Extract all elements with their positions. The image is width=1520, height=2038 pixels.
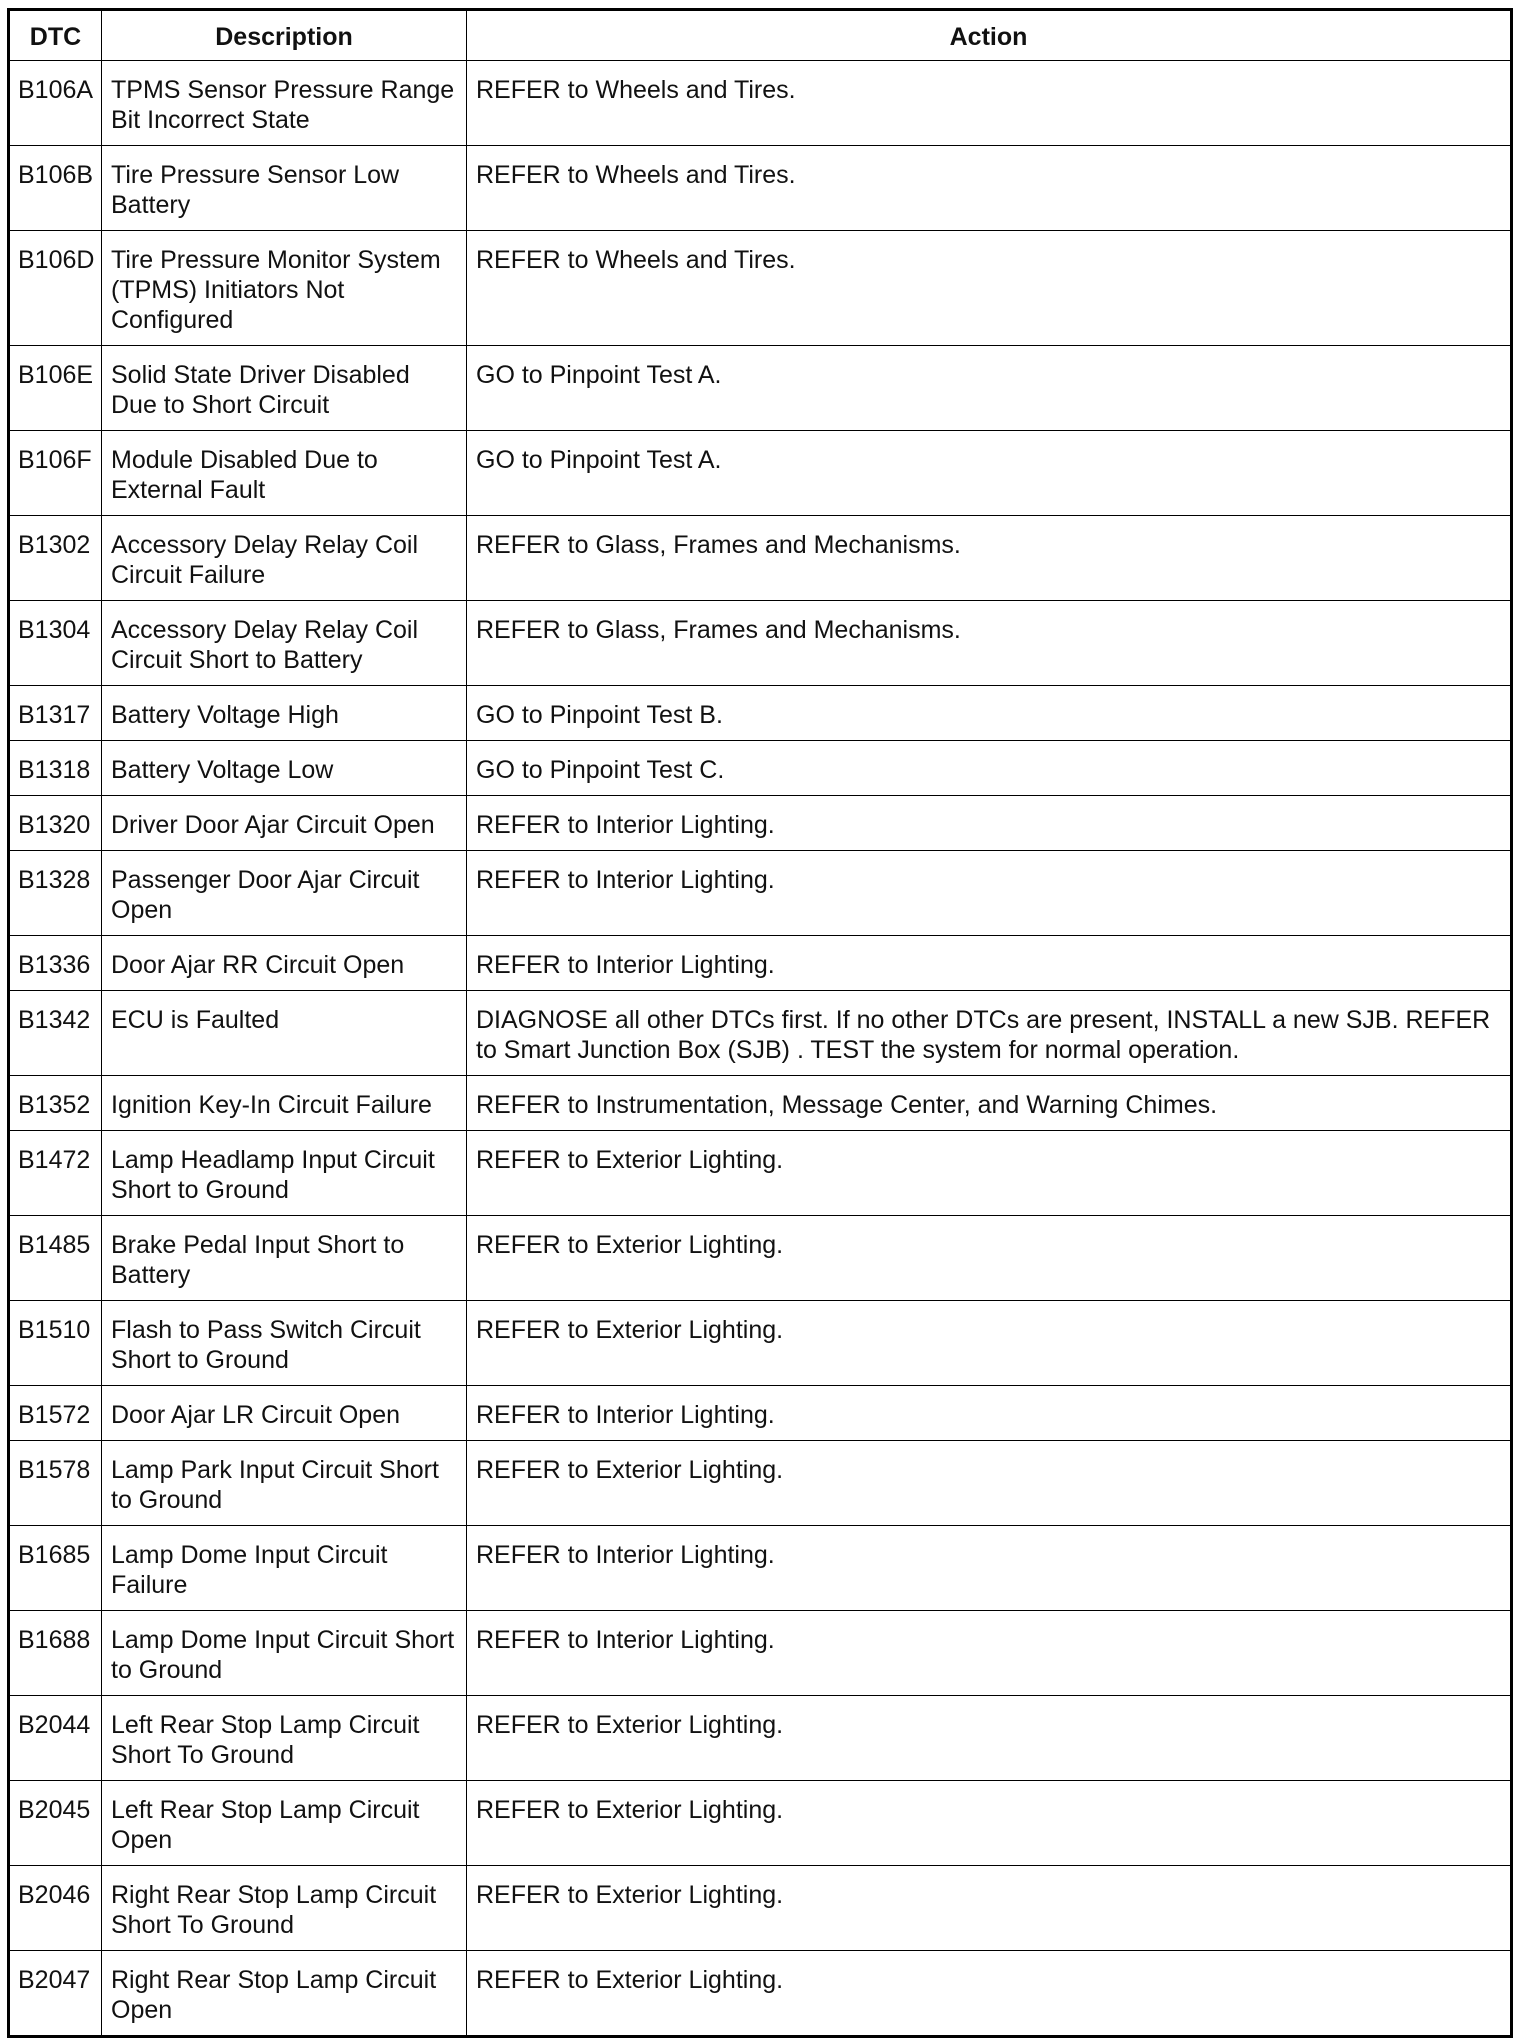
dtc-code-cell: B106D xyxy=(9,231,102,346)
table-row xyxy=(9,686,1512,741)
table-row xyxy=(9,1216,1512,1301)
description-cell: Solid State Driver Disabled Due to Short Circuit xyxy=(102,346,467,431)
dtc-code-cell: B1510 xyxy=(9,1301,102,1386)
dtc-code-cell: B106A xyxy=(9,61,102,146)
table-row xyxy=(9,1076,1512,1131)
table-row xyxy=(9,851,1512,936)
description-cell: Right Rear Stop Lamp Circuit Short To Ground xyxy=(102,1866,467,1951)
description-cell: Lamp Dome Input Circuit Short to Ground xyxy=(102,1611,467,1696)
description-cell: Lamp Headlamp Input Circuit Short to Ground xyxy=(102,1131,467,1216)
action-cell: GO to Pinpoint Test A. xyxy=(467,431,1512,516)
dtc-code-cell: B1336 xyxy=(9,936,102,991)
action-cell: REFER to Glass, Frames and Mechanisms. xyxy=(467,601,1512,686)
dtc-code-cell: B2044 xyxy=(9,1696,102,1781)
table-row xyxy=(9,1781,1512,1866)
table-header xyxy=(9,10,1512,61)
header-description: Description xyxy=(102,10,467,61)
action-cell: REFER to Instrumentation, Message Center, and Warning Chimes. xyxy=(467,1076,1512,1131)
table-row xyxy=(9,516,1512,601)
dtc-code-cell: B1320 xyxy=(9,796,102,851)
action-cell: REFER to Glass, Frames and Mechanisms. xyxy=(467,516,1512,601)
action-cell: REFER to Exterior Lighting. xyxy=(467,1301,1512,1386)
header-row xyxy=(9,10,1512,61)
dtc-code-cell: B1472 xyxy=(9,1131,102,1216)
action-cell: GO to Pinpoint Test B. xyxy=(467,686,1512,741)
description-cell: Accessory Delay Relay Coil Circuit Failure xyxy=(102,516,467,601)
dtc-code-cell: B106B xyxy=(9,146,102,231)
description-cell: Ignition Key-In Circuit Failure xyxy=(102,1076,467,1131)
dtc-code-cell: B1302 xyxy=(9,516,102,601)
description-cell: ECU is Faulted xyxy=(102,991,467,1076)
table-row xyxy=(9,1386,1512,1441)
table-row xyxy=(9,1131,1512,1216)
action-cell: REFER to Exterior Lighting. xyxy=(467,1441,1512,1526)
action-cell: REFER to Wheels and Tires. xyxy=(467,61,1512,146)
table-row xyxy=(9,1866,1512,1951)
description-cell: Brake Pedal Input Short to Battery xyxy=(102,1216,467,1301)
dtc-code-cell: B106E xyxy=(9,346,102,431)
table-row xyxy=(9,146,1512,231)
description-cell: TPMS Sensor Pressure Range Bit Incorrect State xyxy=(102,61,467,146)
description-cell: Door Ajar RR Circuit Open xyxy=(102,936,467,991)
action-cell: REFER to Interior Lighting. xyxy=(467,936,1512,991)
table-row xyxy=(9,796,1512,851)
action-cell: DIAGNOSE all other DTCs first. If no other DTCs are present, INSTALL a new SJB. REFER to Smart Junction Box (SJB) . TEST the system for normal operation. xyxy=(467,991,1512,1076)
description-cell: Accessory Delay Relay Coil Circuit Short to Battery xyxy=(102,601,467,686)
dtc-code-cell: B1318 xyxy=(9,741,102,796)
description-cell: Lamp Park Input Circuit Short to Ground xyxy=(102,1441,467,1526)
action-cell: REFER to Wheels and Tires. xyxy=(467,231,1512,346)
action-cell: REFER to Interior Lighting. xyxy=(467,1526,1512,1611)
dtc-code-cell: B2045 xyxy=(9,1781,102,1866)
description-cell: Driver Door Ajar Circuit Open xyxy=(102,796,467,851)
dtc-code-cell: B1578 xyxy=(9,1441,102,1526)
dtc-table xyxy=(7,8,1513,2038)
description-cell: Battery Voltage High xyxy=(102,686,467,741)
dtc-code-cell: B2046 xyxy=(9,1866,102,1951)
table-row xyxy=(9,1696,1512,1781)
action-cell: REFER to Interior Lighting. xyxy=(467,851,1512,936)
description-cell: Battery Voltage Low xyxy=(102,741,467,796)
table-row xyxy=(9,1526,1512,1611)
table-row xyxy=(9,936,1512,991)
description-cell: Module Disabled Due to External Fault xyxy=(102,431,467,516)
description-cell: Left Rear Stop Lamp Circuit Open xyxy=(102,1781,467,1866)
action-cell: REFER to Exterior Lighting. xyxy=(467,1131,1512,1216)
action-cell: REFER to Interior Lighting. xyxy=(467,796,1512,851)
table-row xyxy=(9,1301,1512,1386)
description-cell: Lamp Dome Input Circuit Failure xyxy=(102,1526,467,1611)
dtc-code-cell: B1328 xyxy=(9,851,102,936)
header-action: Action xyxy=(467,10,1512,61)
action-cell: REFER to Exterior Lighting. xyxy=(467,1951,1512,2037)
action-cell: REFER to Wheels and Tires. xyxy=(467,146,1512,231)
description-cell: Left Rear Stop Lamp Circuit Short To Ground xyxy=(102,1696,467,1781)
description-cell: Tire Pressure Sensor Low Battery xyxy=(102,146,467,231)
action-cell: REFER to Exterior Lighting. xyxy=(467,1781,1512,1866)
dtc-code-cell: B1572 xyxy=(9,1386,102,1441)
dtc-code-cell: B1685 xyxy=(9,1526,102,1611)
table-row xyxy=(9,431,1512,516)
dtc-code-cell: B1317 xyxy=(9,686,102,741)
description-cell: Right Rear Stop Lamp Circuit Open xyxy=(102,1951,467,2037)
table-row xyxy=(9,1611,1512,1696)
description-cell: Flash to Pass Switch Circuit Short to Ground xyxy=(102,1301,467,1386)
dtc-code-cell: B2047 xyxy=(9,1951,102,2037)
table-row xyxy=(9,231,1512,346)
action-cell: GO to Pinpoint Test C. xyxy=(467,741,1512,796)
table-body xyxy=(9,61,1512,2037)
table-row xyxy=(9,601,1512,686)
dtc-code-cell: B1342 xyxy=(9,991,102,1076)
table-row xyxy=(9,61,1512,146)
dtc-code-cell: B106F xyxy=(9,431,102,516)
action-cell: REFER to Exterior Lighting. xyxy=(467,1696,1512,1781)
table-row xyxy=(9,346,1512,431)
action-cell: GO to Pinpoint Test A. xyxy=(467,346,1512,431)
description-cell: Passenger Door Ajar Circuit Open xyxy=(102,851,467,936)
action-cell: REFER to Exterior Lighting. xyxy=(467,1866,1512,1951)
dtc-code-cell: B1304 xyxy=(9,601,102,686)
header-dtc: DTC xyxy=(9,10,102,61)
dtc-code-cell: B1688 xyxy=(9,1611,102,1696)
table-row xyxy=(9,1441,1512,1526)
action-cell: REFER to Interior Lighting. xyxy=(467,1611,1512,1696)
description-cell: Door Ajar LR Circuit Open xyxy=(102,1386,467,1441)
description-cell: Tire Pressure Monitor System (TPMS) Initiators Not Configured xyxy=(102,231,467,346)
dtc-code-cell: B1485 xyxy=(9,1216,102,1301)
table-row xyxy=(9,741,1512,796)
table-row xyxy=(9,991,1512,1076)
action-cell: REFER to Exterior Lighting. xyxy=(467,1216,1512,1301)
table-row xyxy=(9,1951,1512,2037)
action-cell: REFER to Interior Lighting. xyxy=(467,1386,1512,1441)
dtc-code-cell: B1352 xyxy=(9,1076,102,1131)
